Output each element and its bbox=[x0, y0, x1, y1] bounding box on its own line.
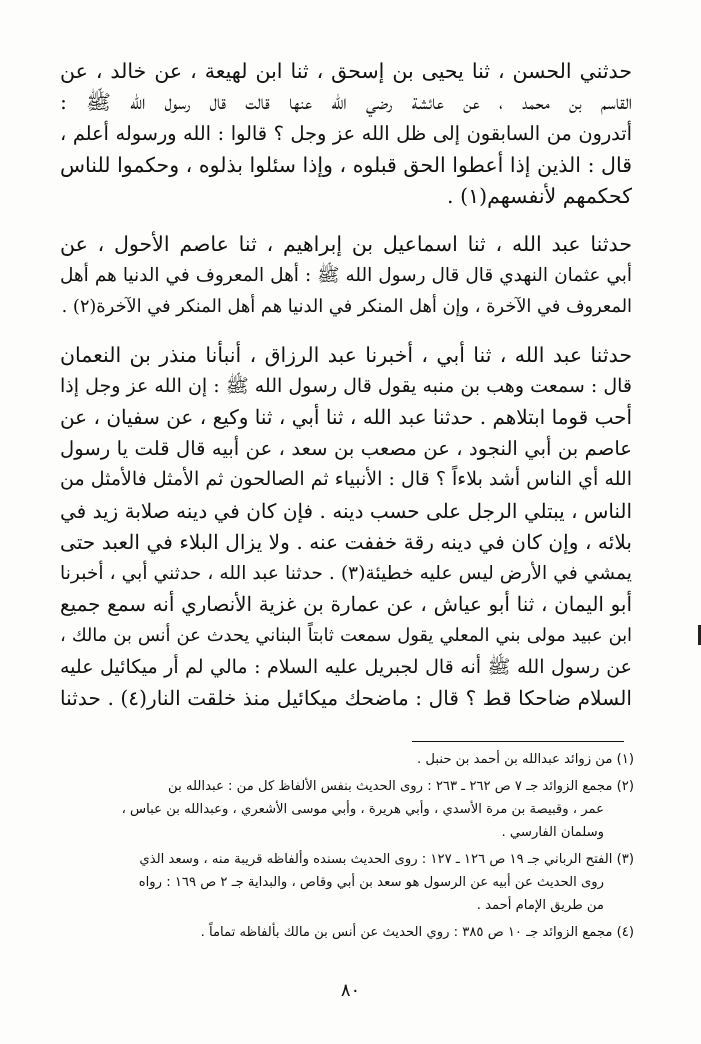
text-line: الناس ، يبتلي الرجل على حسب دينه . فإن كان في دينه صلابة زيد في bbox=[60, 499, 632, 523]
page-number: ٨٠ bbox=[340, 980, 361, 1001]
text-line: حدثني الحسن ، ثنا يحيى بن إسحق ، ثنا ابن لهيعة ، عن خالد ، عن bbox=[60, 59, 632, 83]
text-line: الله أي الناس أشد بلاءاً ؟ قال : الأنبياء ثم الصالحون ثم الأمثل فالأمثل من bbox=[60, 468, 632, 491]
text-line: السلام ضاحكا قط ؟ قال : ماضحك ميكائيل منذ خلقت النار(٤) . حدثنا bbox=[60, 685, 632, 710]
footnote-line: (١) من زوائد عبدالله بن أحمد بن حنبل . bbox=[417, 752, 634, 767]
text-line: عاصم بن أبي النجود ، عن مصعب بن سعد ، عن أبيه قال قلت يا رسول bbox=[60, 437, 632, 461]
main-text bbox=[60, 56, 632, 714]
text-line: حدثنا عبد الله ، ثنا أبي ، أخبرنا عبد الرزاق ، أنبأنا منذر بن النعمان bbox=[60, 342, 632, 367]
text-line: أبي عثمان النهدي قال قال رسول الله ﷺ : أهل المعروف في الدنيا هم أهل bbox=[60, 265, 632, 287]
footnotes bbox=[60, 748, 634, 948]
paragraph-1 bbox=[60, 56, 632, 212]
text-line: قال : سمعت وهب بن منبه يقول قال رسول الله ﷺ : إن الله عز وجل إذا bbox=[60, 374, 632, 397]
footnote-3 bbox=[60, 848, 634, 917]
text-line: كحكمهم لأنفسهم(١) . bbox=[447, 183, 632, 208]
text-line: ابن عبيد مولى بني المعلي يقول سمعت ثابتاً البناني يحدث عن أنس بن مالك ، bbox=[60, 625, 632, 647]
footnote-line: عمر ، وقبيصة بن مرة الأسدي ، وأبي هريرة ، وأبي موسى الأشعري ، وعبدالله بن عباس ، bbox=[121, 802, 604, 817]
paragraph-3 bbox=[60, 340, 632, 714]
text-line: عن رسول الله ﷺ أنه قال لجبريل عليه السلام : مالي لم أر ميكائيل عليه bbox=[60, 655, 632, 678]
text-line: المعروف في الآخرة ، وإن أهل المنكر في الدنيا هم أهل المنكر في الآخرة(٢) . bbox=[61, 296, 632, 318]
text-line: أتدرون من السابقون إلى ظل الله عز وجل ؟ قالوا : الله ورسوله أعلم ، bbox=[60, 122, 632, 146]
footnote-1 bbox=[60, 748, 634, 771]
text-line: أحب قوما ابتلاهم . حدثنا عبد الله ، ثنا أبي ، ثنا وكيع ، عن سفيان ، عن bbox=[60, 406, 632, 430]
text-line: قال : الذين إذا أعطوا الحق قبلوه ، وإذا سئلوا بذلوه ، وحكموا للناس bbox=[60, 152, 632, 177]
text-line: حدثنا عبد الله ، ثنا اسماعيل بن إبراهيم ، ثنا عاصم الأحول ، عن bbox=[60, 232, 632, 257]
footnote-4 bbox=[60, 921, 634, 944]
footnote-divider bbox=[412, 741, 624, 742]
paragraph-2 bbox=[60, 229, 632, 323]
text-line: القاسم بن محمد ، عن عائشة رضي الله عنها قالت قال رسول الله ﷺ : bbox=[60, 90, 632, 115]
footnote-line: (٢) مجمع الزوائد جـ ٧ ص ٢٦٢ ـ ٢٦٣ : روى الحديث بنفس الألفاظ كل من : عبدالله بن bbox=[168, 779, 634, 794]
text-line: يمشي في الأرض ليس عليه خطيئة(٣) . حدثنا عبد الله ، حدثني أبي ، أخبرنا bbox=[60, 563, 632, 585]
text-line: بلائه ، وإن كان في دينه رقة خففت عنه . ولا يزال البلاء في العبد حتى bbox=[60, 529, 632, 554]
footnote-line: وسلمان الفارسي . bbox=[501, 825, 604, 840]
footnote-2 bbox=[60, 775, 634, 844]
footnote-line: (٤) مجمع الزوائد جـ ١٠ ص ٣٨٥ : روي الحديث عن أنس بن مالك بألفاظه تماماً . bbox=[200, 925, 634, 940]
footnote-line: (٣) الفتح الرباني جـ ١٩ ص ١٢٦ ـ ١٢٧ : روى الحديث بسنده وألفاظه قريبة منه ، وسعد الذي bbox=[139, 852, 634, 867]
footnote-line: من طريق الإمام أحمد . bbox=[476, 898, 604, 913]
footnote-line: روى الحديث عن أبيه عن الرسول هو سعد بن أبي وقاص ، والبداية جـ ٢ ص ١٦٩ : رواه bbox=[138, 875, 604, 890]
text-line: أبو اليمان ، ثنا أبو عياش ، عن عمارة بن غزية الأنصاري أنه سمع جميع bbox=[60, 593, 632, 617]
